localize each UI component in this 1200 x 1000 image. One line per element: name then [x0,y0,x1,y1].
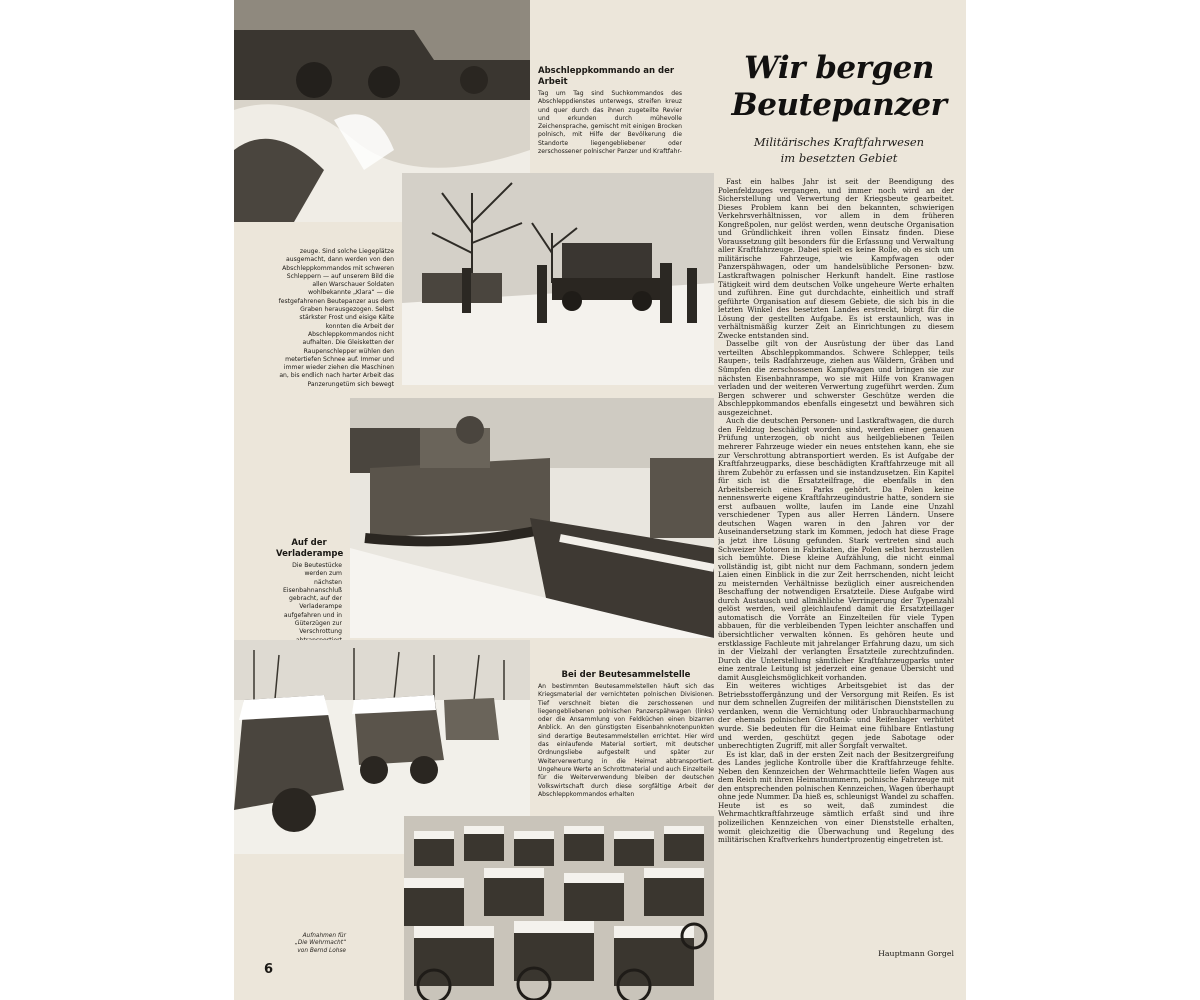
caption-tow-continued [278,248,394,389]
photo-field-kitchens-art [404,816,714,1000]
article-author: Hauptmann Gorgel [878,949,954,958]
subheadline-line2: im besetzten Gebiet [780,151,898,165]
photo-field-kitchens [404,816,714,1000]
article-paragraph: Fast ein halbes Jahr ist seit der Beendigung des Polenfeldzuges vergangen, und immer noch wird an der Sicherstellung und Verwertung der Kriegsbeute gearbeitet. Dieses Problem kann bei den bekannten, schwierigen Verkehrsverhältnissen, vor allem in dem früheren Kongreßpolen, nur gelöst werden, wenn deutsche Organisation und Gründlichkeit ihren vollen Einsatz finden. Diese Voraussetzung gilt besonders für die Erfassung und Verwaltung aller Kraftfahrzeuge. Dabei spielt es keine Rolle, ob es sich um militärische Fahrzeuge, wie Kampfwagen oder Panzerspähwagen, oder um handelsübliche Personen- bzw. Lastkraftwagen polnischer Herkunft handelt. Eine rastlose Tätigkeit wird dem deutschen Volke ungeheure Werte erhalten und zuführen. Eine gut durchdachte, einheitlich und straff geführte Organisation auf diesem Gebiete, die sich bis in die letzten Winkel des besetzten Landes erstreckt, bürgt für die Lösung der gestellten Aufgabe. Es ist erstaunlich, was in verhältnismäßig kurzer Zeit an Einrichtungen zu diesem Zwecke entstanden sind. [718,178,954,340]
article-body [718,178,954,958]
caption-tow-continued-body: zeuge. Sind solche Liegeplätze ausgemacht, dann werden von den Abschleppkommandos mit schweren Schleppern — auf unserem Bild die allen Warschauer Soldaten wohlbekannte „Klara“ — die festgefahrenen Beutepanzer aus dem Graben herausgezogen. Selbst stärkster Frost und eisige Kälte konnten die Arbeit der Abschleppkommandos nicht aufhalten. Die Gleisketten der Raupenschlepper wühlen den metertiefen Schnee auf. Immer und immer wieder ziehen die Maschinen an, bis endlich nach harter Arbeit das Panzerungetüm sich bewegt [278,248,394,388]
caption-tow-title: Abschleppkommando an der Arbeit [538,66,675,87]
caption-depot-title: Bei der Beutesammelstelle [561,670,691,680]
caption-ramp-title: Auf der Verladerampe [276,538,344,559]
headline-line2: Beutepanzer [731,87,947,123]
article-paragraph: Es ist klar, daß in der ersten Zeit nach der Besitzergreifung des Landes jegliche Kontrolle über die Kraftfahrzeuge fehlte. Neben den Kennzeichen der Wehrmachtteile liefen Wagen aus dem Reich mit ihren Heimatnummern, polnische Fahrzeuge mit den entsprechenden polnischen Kennzeichen, Wagen überhaupt ohne jede Nummer. Da hieß es, schleunigst Wandel zu schaffen. Heute ist es so weit, daß zumindest die Wehrmachtkraftfahrzeuge sämtlich erfaßt sind und ihre polizeilichen Kennzeichen von einer Dienststelle erhalten, womit gleichzeitig die Überwachung und Regelung des militärischen Kraftverkehrs hundertprozentig eingetreten ist. [718,749,954,845]
photo-credit-line3: von Bernd Lohse [297,947,346,954]
photo-tanks-on-ramp-art [350,398,714,638]
caption-ramp-body: Die Beutestücke werden zum nächsten Eisenbahnanschluß gebracht, auf der Verladerampe aufgefahren und in Güterzügen zur Verschrottung [282,562,342,636]
article-paragraph: Dasselbe gilt von der Ausrüstung der über das Land verteilten Abschleppkommandos. Schwere Schlepper, teils Raupen-, teils Radfahrzeuge, ziehen aus Wäldern, Gräben und Sümpfen die zerschossenen Kampfwagen und bringen sie zur nächsten Eisenbahnrampe, wo sie mit Hilfe von Kranwagen verladen und der weiteren Verwertung zugeführt werden. Zum Bergen schwerer und schwerster Geschütze werden die Abschleppkommandos ebenfalls eingesetzt und bewähren sich ausgezeichnet. [718,339,954,417]
caption-depot-body: An bestimmten Beutesammelstellen häuft sich das Kriegsmaterial der vernichteten polnischen Divisionen. Tief verschneit bieten die zerschossenen und liegengebliebenen polnischen Panzerspähwagen (links) oder die Ansammlung von Feldküchen einen bizarren Anblick. An den günstigsten Eisenbahnknotenpunkten sind derartige Beutesammelstellen errichtet. Hier wird das einlaufende Material sortiert, mit deutscher Ordnungsliebe aufgestellt und später zur Weiterverwertung in die Heimat abtransportiert. Ungeheure Werte an Schrottmaterial und auch Einzelteile für die Weiterverwendung bleiben der deutschen Volkswirtschaft durch diese sorgfältige Arbeit der Abschleppkommandos erhalten [538,683,714,798]
headline-line1: Wir bergen [744,50,934,86]
photo-credit [246,933,346,955]
page-number: 6 [264,962,274,977]
caption-tow [538,66,682,156]
subheadline [724,134,954,166]
photo-credit-line2: „Die Wehrmacht“ [294,940,346,947]
magazine-page [234,0,966,1000]
article-paragraph: Ein weiteres wichtiges Arbeitsgebiet ist das der Betriebsstoffergänzung und der Versorgung mit Reifen. Es ist nur dem schnellen Zugreifen der militärischen Dienststellen zu verdanken, wenn die Vernichtung oder Unbrauchbarmachung der ehemals polnischen Großtank- und Reifenlager verhütet wurde. Sie bedeuten für die Heimat eine fühlbare Entlastung und werden, geschützt gegen jede Sabotage oder unberechtigten Zugriff, mit aller Sorgfalt verwaltet. [718,681,954,751]
article-paragraph: Auch die deutschen Personen- und Lastkraftwagen, die durch den Feldzug beschädigt worden sind, werden einer genauen Prüfung unterzogen, ob nicht aus heilgebliebenen Teilen mehrerer Fahrzeuge wieder ein neues entstehen kann, ehe sie zur Verschrottung abtransportiert werden. Es ist Aufgabe der Kraftfahrzeugparks, diese beschädigten Kraftfahrzeuge mit all ihrem Zubehör zu erfassen und sie instandzusetzen. Ein Kapitel für sich ist die Ersatzteilfrage, die ebenfalls in den Arbeitsbereich eines Parks gehört. Da Polen keine nennenswerte eigene Kraftfahrzeugindustrie hatte, sondern sie erst aufbauen wollte, laufen im Lande eine Unzahl verschiedener Typen aus aller Herren Ländern. Unsere deutschen Wagen waren in den Jahren vor der Auseinandersetzung stark im Kommen, jedoch hat diese Frage ja jetzt ihre Lösung gefunden. Stark vertreten sind auch Schweizer Motoren in Fabrikaten, die Polen selbst herzustellen sich bemühte. Diese kleine Aufzählung, die nicht einmal vollständig ist, gibt nicht nur dem Fachmann, sondern jedem Laien einen Einblick in die zur Zeit herrschenden, nicht leicht zu meisternden Verhältnisse bezüglich einer ausreichenden Beschaffung der notwendigen Ersatzteile. Diese Aufgabe wird durch Austausch und allmähliche Verringerung der Typenzahl gelöst werden, weil gleichlaufend damit die Ersatzteillager automatisch die Vorräte an Einzelteilen für viele Typen abbauen, für die verbleibenden Typen leichter anschaffen und übersichtlicher verwalten können. Es gehören heute und erstklassige Fachleute mit jahrelanger Erfahrung dazu, um sich in der Vielzahl der verlangten Ersatzteile zurechtzufinden. Durch die Unterstellung sämtlicher Kraftfahrzeugparks unter eine zentrale Leitung ist jederzeit eine genaue Übersicht und damit Ausgleichsmöglichkeit vorhanden. [718,416,954,682]
photo-credit-line1: Aufnahmen für [302,933,346,939]
caption-ramp [276,538,342,645]
photo-tractor-klara [402,173,714,385]
caption-tow-body: Tag um Tag sind Suchkommandos des Abschleppdienstes unterwegs, streifen kreuz und quer durch das ihnen zugeteilte Revier und erkunden durch mühevolle Zeichensprache, gemischt mit einigen Brocken polnisch, mit Hilfe der Bevölkerung die Standorte liegengebliebener oder zerschossener polnischer Panzer und Kraftfahr- [538,90,682,156]
headline [724,50,954,124]
photo-tractor-klara-art [402,173,714,385]
photo-tanks-on-ramp [350,398,714,638]
subheadline-line1: Militärisches Kraftfahrwesen [753,135,925,149]
caption-depot [538,670,714,799]
